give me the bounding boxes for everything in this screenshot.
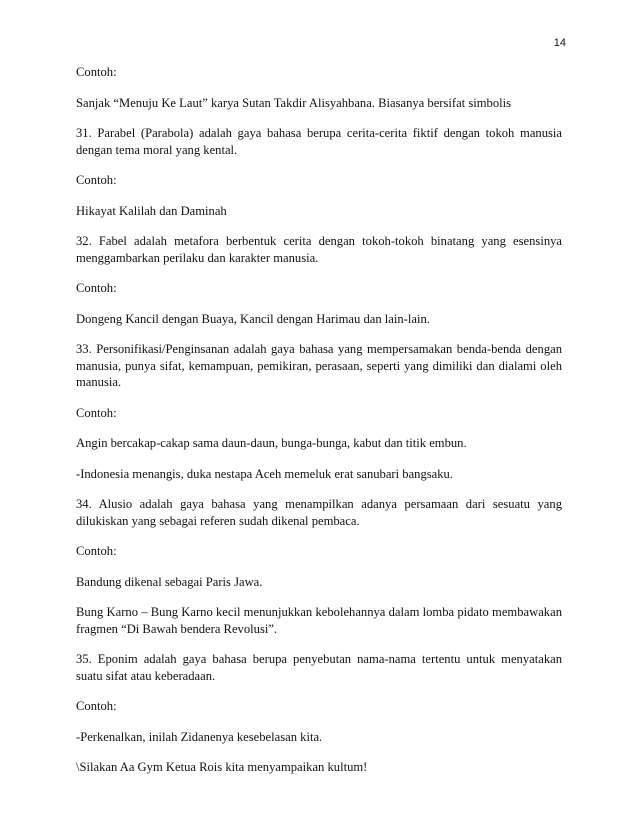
example-text: Hikayat Kalilah dan Daminah — [76, 203, 227, 218]
example-label: Contoh: — [76, 173, 117, 187]
example-text: Angin bercakap-cakap sama daun-daun, bunga-bunga, kabut dan titik embun. — [76, 436, 467, 450]
example-text: Sanjak “Menuju Ke Laut” karya Sutan Takdir Alisyahbana. Biasanya bersifat simbolis — [76, 95, 512, 110]
page-number: 14 — [553, 37, 566, 49]
example-label: Contoh: — [76, 699, 117, 713]
definition-alusio: 34. Alusio adalah gaya bahasa yang menampilkan adanya persamaan dari sesuatu yang dilukiskan yang sebagai referen sudah dikenal pembaca. — [76, 497, 562, 528]
example-label: Contoh: — [76, 544, 117, 558]
definition-eponim: 35. Eponim adalah gaya bahasa berupa penyebutan nama-nama tertentu untuk menyatakan suatu sifat atau keberadaan. — [76, 652, 562, 683]
example-label: Contoh: — [76, 65, 117, 79]
example-text: Bung Karno – Bung Karno kecil menunjukkan kebolehannya dalam lomba pidato membawakan fragmen “Di Bawah bendera Revolusi”. — [76, 605, 562, 636]
example-label: Contoh: — [76, 405, 117, 420]
example-text: Dongeng Kancil dengan Buaya, Kancil dengan Harimau dan lain-lain. — [76, 311, 430, 326]
example-text: \Silakan Aa Gym Ketua Rois kita menyampaikan kultum! — [76, 760, 368, 774]
example-text: Bandung dikenal sebagai Paris Jawa. — [76, 574, 263, 589]
example-text: -Indonesia menangis, duka nestapa Aceh memeluk erat sanubari bangsaku. — [76, 466, 453, 481]
example-label: Contoh: — [76, 281, 117, 295]
definition-parabel: 31. Parabel (Parabola) adalah gaya bahasa berupa cerita-cerita fiktif dengan tokoh manusia dengan tema moral yang kental. — [76, 126, 562, 157]
definition-personifikasi: 33. Personifikasi/Penginsanan adalah gaya bahasa yang mempersamakan benda-benda dengan manusia, punya sifat, kemampuan, pemikiran, perasaan, seperti yang dimiliki dan dialami oleh manusia. — [76, 342, 562, 389]
document-body — [76, 64, 562, 790]
example-text: -Perkenalkan, inilah Zidanenya kesebelasan kita. — [76, 729, 323, 744]
definition-fabel: 32. Fabel adalah metafora berbentuk cerita dengan tokoh-tokoh binatang yang esensinya menggambarkan perilaku dan karakter manusia. — [76, 234, 562, 265]
